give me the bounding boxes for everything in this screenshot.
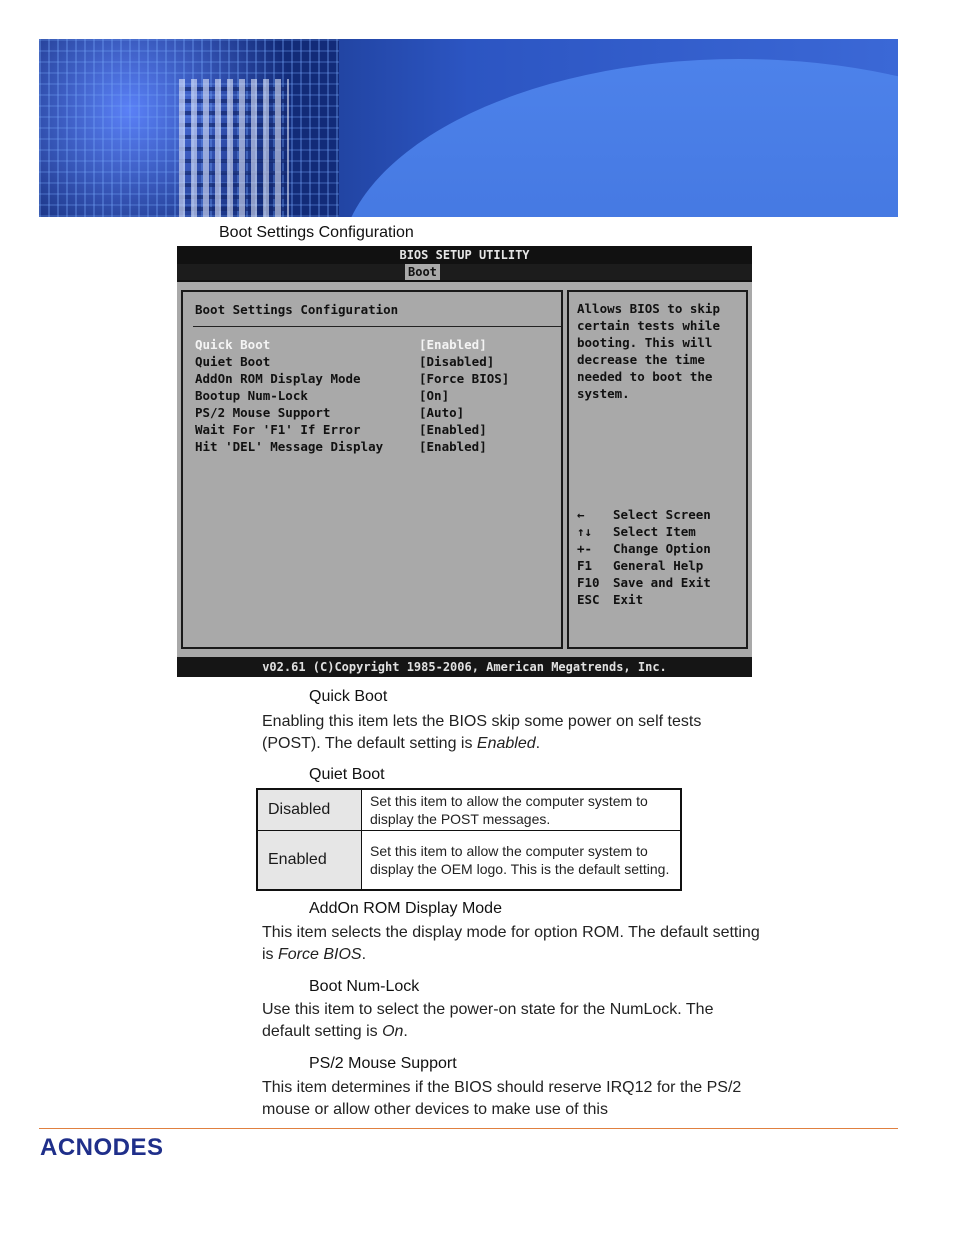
setting-value[interactable]: [On] <box>419 388 450 403</box>
table-row <box>257 831 681 891</box>
heading-quiet-boot: Quiet Boot <box>309 766 385 783</box>
option-description: Set this item to allow the computer system to display the OEM logo. This is the default setting. <box>362 831 682 891</box>
setting-wait-for-f1[interactable] <box>195 421 555 438</box>
addon-rom-description: This item selects the display mode for option ROM. The default setting is Force BIOS. <box>262 924 760 963</box>
header-banner <box>39 39 898 217</box>
description-text: Enabling this item lets the BIOS skip some power on self tests (POST). The default setting is <box>262 713 702 752</box>
default-value: Enabled <box>476 735 536 752</box>
key-name: ↑↓ <box>577 524 593 539</box>
key-desc: General Help <box>613 558 704 573</box>
num-lock-description: Use this item to select the power-on state for the NumLock. The default setting is On. <box>262 1001 714 1040</box>
setting-label: PS/2 Mouse Support <box>195 405 331 420</box>
panel-title: Boot Settings Configuration <box>195 302 399 317</box>
setting-value[interactable]: [Enabled] <box>419 422 487 437</box>
key-row <box>577 523 742 540</box>
key-desc: Change Option <box>613 541 711 556</box>
setting-hit-del-message[interactable] <box>195 438 555 455</box>
bios-copyright-footer: v02.61 (C)Copyright 1985-2006, American Megatrends, Inc. <box>177 657 752 677</box>
key-row <box>577 574 742 591</box>
setting-addon-rom-display-mode[interactable] <box>195 370 555 387</box>
key-desc: Select Item <box>613 524 696 539</box>
description-text: This item selects the display mode for option ROM. The default setting is <box>262 924 760 963</box>
setting-label: Hit 'DEL' Message Display <box>195 439 384 454</box>
setting-bootup-num-lock[interactable] <box>195 387 555 404</box>
banner-curve <box>339 59 898 217</box>
key-row <box>577 540 742 557</box>
bios-top-bar <box>177 246 752 282</box>
option-name: Enabled <box>257 831 362 891</box>
setting-value[interactable]: [Enabled] <box>419 439 487 454</box>
key-row <box>577 506 742 523</box>
quiet-boot-options-table <box>256 788 682 891</box>
key-name: ← <box>577 507 585 522</box>
footer-divider <box>39 1128 898 1129</box>
setting-quiet-boot[interactable] <box>195 353 555 370</box>
key-row <box>577 591 742 608</box>
key-name: F10 <box>577 575 600 590</box>
setting-value[interactable]: [Auto] <box>419 405 465 420</box>
ps2-mouse-description: This item determines if the BIOS should reserve IRQ12 for the PS/2 mouse or allow other devices to make use of this <box>262 1079 742 1118</box>
table-row <box>257 789 681 831</box>
setting-label: Wait For 'F1' If Error <box>195 422 361 437</box>
bios-screenshot <box>177 246 752 677</box>
option-description: Set this item to allow the computer system to display the POST messages. <box>362 789 682 831</box>
quick-boot-description: Enabling this item lets the BIOS skip some power on self tests (POST). The default setting is Enabled. <box>262 713 702 752</box>
chip-pattern <box>179 79 289 217</box>
bios-utility-title: BIOS SETUP UTILITY <box>399 248 530 262</box>
setting-quick-boot[interactable] <box>195 336 555 353</box>
bios-menu-bar <box>177 264 752 280</box>
help-text: Allows BIOS to skip certain tests while booting. This will decrease the time needed to boot the system. <box>577 301 720 401</box>
heading-ps2-mouse: PS/2 Mouse Support <box>309 1055 457 1072</box>
setting-value[interactable]: [Force BIOS] <box>419 371 510 386</box>
description-text: Use this item to select the power-on state for the NumLock. The default setting is <box>262 1001 714 1040</box>
acnodes-logo: ACNODES <box>40 1134 164 1161</box>
section-title: Boot Settings Configuration <box>219 224 414 241</box>
key-desc: Save and Exit <box>613 575 711 590</box>
heading-quick-boot: Quick Boot <box>309 688 388 705</box>
heading-addon-rom: AddOn ROM Display Mode <box>309 900 502 917</box>
key-name: +- <box>577 541 593 556</box>
bios-settings-panel <box>181 290 563 649</box>
setting-label: Bootup Num-Lock <box>195 388 308 403</box>
key-desc: Select Screen <box>613 507 711 522</box>
setting-label: AddOn ROM Display Mode <box>195 371 361 386</box>
option-name: Disabled <box>257 789 362 831</box>
tab-boot[interactable]: Boot <box>405 264 440 280</box>
setting-value[interactable]: [Disabled] <box>419 354 495 369</box>
setting-label: Quick Boot <box>195 337 271 352</box>
setting-ps2-mouse-support[interactable] <box>195 404 555 421</box>
key-name: ESC <box>577 592 600 607</box>
setting-label: Quiet Boot <box>195 354 271 369</box>
bios-help-panel <box>567 290 748 649</box>
key-legend <box>577 506 742 608</box>
default-value: Force BIOS <box>278 946 362 963</box>
panel-divider <box>193 326 561 327</box>
default-value: On <box>382 1023 404 1040</box>
key-row <box>577 557 742 574</box>
setting-value[interactable]: [Enabled] <box>419 337 487 352</box>
key-desc: Exit <box>613 592 644 607</box>
key-name: F1 <box>577 558 593 573</box>
heading-num-lock: Boot Num-Lock <box>309 978 420 995</box>
